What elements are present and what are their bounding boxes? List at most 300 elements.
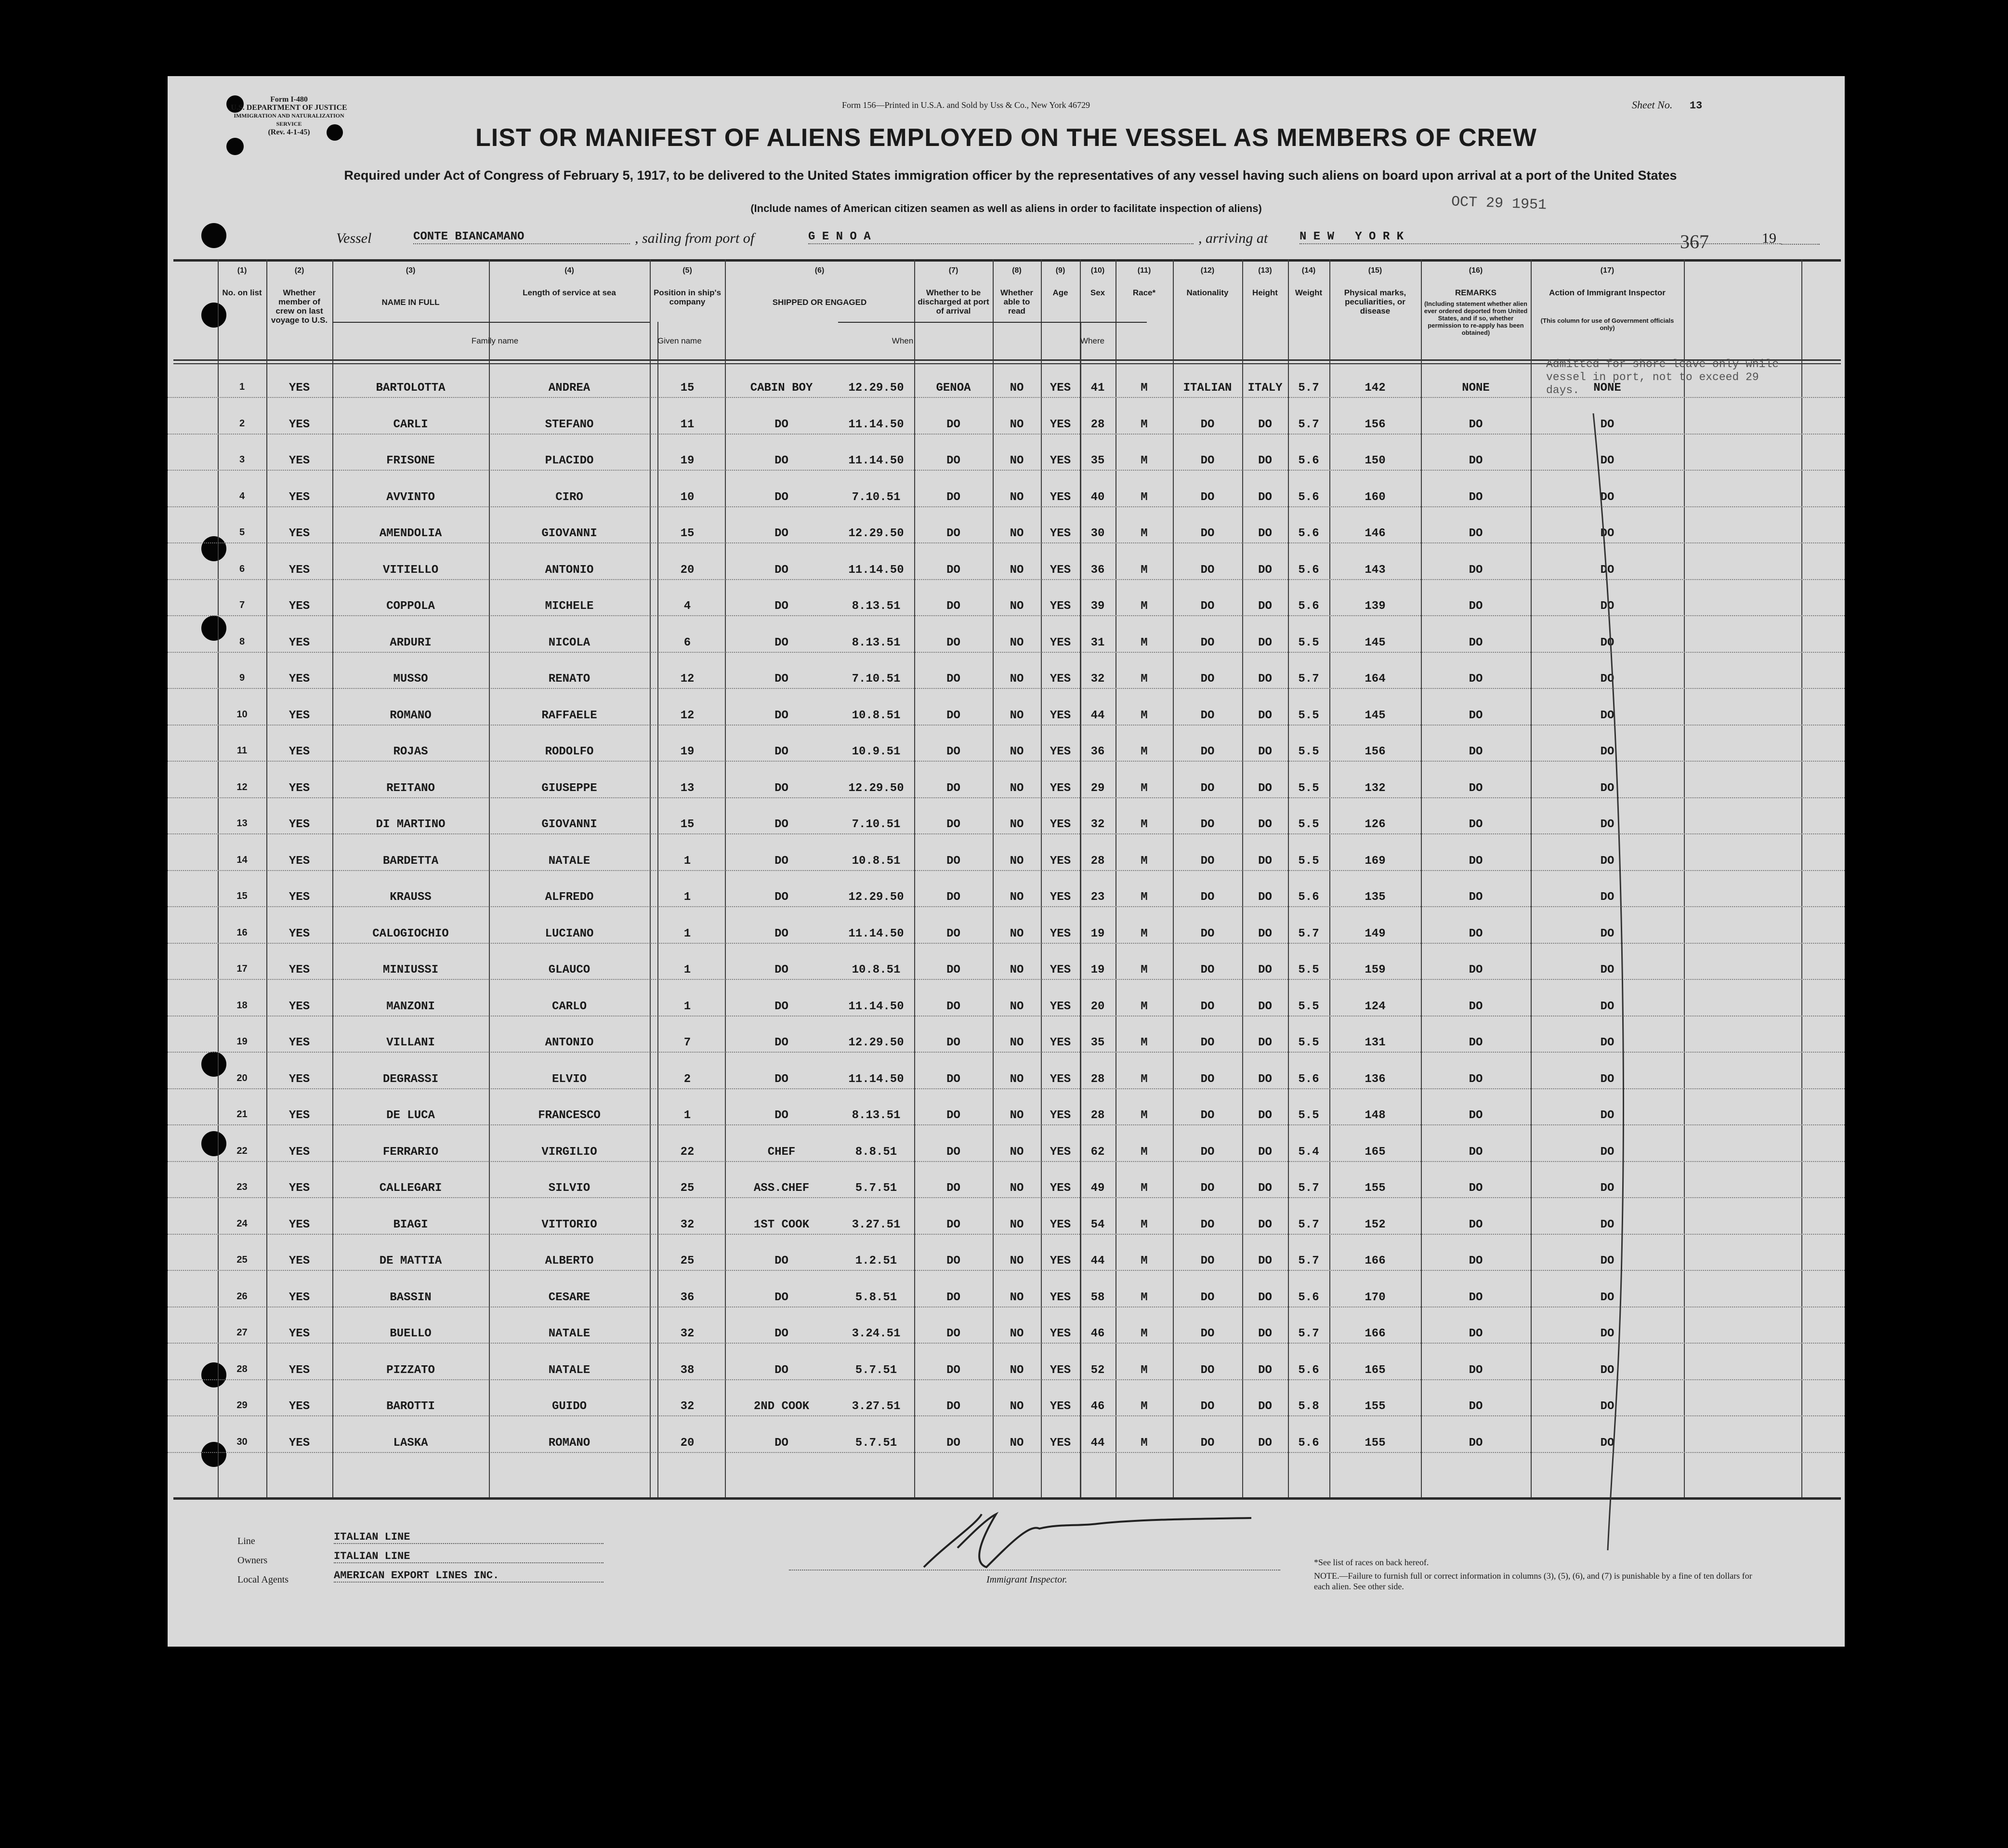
- physical-marks: DO: [1469, 818, 1483, 831]
- arriving-label: , arriving at: [1198, 230, 1268, 246]
- position: DO: [774, 1291, 788, 1304]
- age: 62: [1090, 1145, 1105, 1159]
- shipped-when: 10.8.51: [852, 854, 901, 868]
- row-number: 14: [236, 854, 248, 865]
- form-line: IMMIGRATION AND NATURALIZATION SERVICE: [234, 112, 344, 127]
- shipped-where: DO: [946, 1000, 960, 1013]
- weight: 124: [1365, 1000, 1386, 1013]
- family-name: DE LUCA: [386, 1109, 435, 1122]
- shipped-when: 11.14.50: [848, 563, 904, 577]
- physical-marks: DO: [1469, 1000, 1483, 1013]
- remarks: DO: [1600, 418, 1614, 431]
- position: DO: [774, 490, 788, 504]
- able-to-read: YES: [1050, 673, 1071, 686]
- port-to: N E W Y O R K: [1299, 230, 1781, 244]
- crew-last-voyage: YES: [289, 1400, 310, 1413]
- able-to-read: YES: [1050, 527, 1071, 540]
- discharged: NO: [1010, 1000, 1024, 1013]
- discharged: NO: [1010, 382, 1024, 395]
- nationality: DO: [1258, 1072, 1272, 1086]
- column-number: (16): [1469, 266, 1483, 275]
- weight: 170: [1365, 1291, 1386, 1304]
- age: 35: [1090, 454, 1105, 467]
- received-date-stamp: OCT 29 1951: [1451, 194, 1547, 214]
- race: DO: [1200, 854, 1215, 868]
- shipped-when: 8.13.51: [852, 1109, 901, 1122]
- age: 32: [1090, 673, 1105, 686]
- shipped-where: DO: [946, 1291, 960, 1304]
- physical-marks: DO: [1469, 600, 1483, 613]
- weight: 126: [1365, 818, 1386, 831]
- discharged: NO: [1010, 490, 1024, 504]
- column-header: Position in ship's company: [653, 288, 722, 306]
- height: 5.7: [1298, 382, 1319, 395]
- row-number: 20: [236, 1072, 248, 1083]
- nationality: DO: [1258, 1400, 1272, 1413]
- physical-marks: DO: [1469, 1363, 1483, 1377]
- able-to-read: YES: [1050, 1436, 1071, 1450]
- able-to-read: YES: [1050, 1072, 1071, 1086]
- column-number: (4): [564, 266, 574, 275]
- remarks: DO: [1600, 854, 1614, 868]
- shipped-when: 1.2.51: [855, 1254, 897, 1267]
- weight: 155: [1365, 1436, 1386, 1450]
- age: 44: [1090, 1436, 1105, 1450]
- nationality: DO: [1258, 1291, 1272, 1304]
- race: DO: [1200, 927, 1215, 940]
- discharged: NO: [1010, 854, 1024, 868]
- given-name: CARLO: [551, 1000, 587, 1013]
- shipped-where: DO: [946, 418, 960, 431]
- physical-marks: DO: [1469, 927, 1483, 940]
- able-to-read: YES: [1050, 1145, 1071, 1159]
- given-name: ANDREA: [548, 382, 591, 395]
- crew-last-voyage: YES: [289, 1291, 310, 1304]
- age: 46: [1090, 1327, 1105, 1340]
- row-number: 4: [239, 490, 245, 502]
- remarks: DO: [1600, 1182, 1614, 1195]
- shipped-when: 11.14.50: [848, 927, 904, 940]
- nationality: DO: [1258, 818, 1272, 831]
- weight: 166: [1365, 1327, 1386, 1340]
- position: DO: [774, 600, 788, 613]
- nationality: DO: [1258, 1327, 1272, 1340]
- form-line: (Rev. 4-1-45): [268, 128, 310, 136]
- column-subheader: Given name: [657, 336, 702, 345]
- given-name: GLAUCO: [548, 964, 591, 977]
- physical-marks: DO: [1469, 1072, 1483, 1086]
- race: DO: [1200, 709, 1215, 722]
- age: 49: [1090, 1182, 1105, 1195]
- shipped-when: 11.14.50: [848, 1000, 904, 1013]
- shipped-where: DO: [946, 891, 960, 904]
- height: 5.7: [1298, 673, 1319, 686]
- race: DO: [1200, 1218, 1215, 1231]
- sex: M: [1141, 1218, 1148, 1231]
- age: 30: [1090, 527, 1105, 540]
- discharged: NO: [1010, 1218, 1024, 1231]
- sex: M: [1141, 818, 1148, 831]
- height: 5.5: [1298, 818, 1319, 831]
- column-number: (14): [1301, 266, 1316, 275]
- service-length: 15: [680, 818, 695, 831]
- remarks: DO: [1600, 600, 1614, 613]
- nationality: DO: [1258, 1218, 1272, 1231]
- column-header-note: (This column for use of Government officials only): [1540, 317, 1674, 331]
- able-to-read: YES: [1050, 636, 1071, 649]
- sex: M: [1141, 1036, 1148, 1049]
- able-to-read: YES: [1050, 745, 1071, 758]
- given-name: SILVIO: [548, 1182, 591, 1195]
- table-row: [168, 364, 1845, 400]
- sex: M: [1141, 382, 1148, 395]
- able-to-read: YES: [1050, 781, 1071, 795]
- family-name: ROJAS: [393, 745, 428, 758]
- crew-last-voyage: YES: [289, 1218, 310, 1231]
- position: DO: [774, 1000, 788, 1013]
- family-name: CALLEGARI: [379, 1182, 442, 1195]
- physical-marks: DO: [1469, 964, 1483, 977]
- discharged: NO: [1010, 891, 1024, 904]
- position: 1ST COOK: [753, 1218, 810, 1231]
- sex: M: [1141, 1072, 1148, 1086]
- crew-last-voyage: YES: [289, 1072, 310, 1086]
- family-name: BARTOLOTTA: [376, 382, 446, 395]
- service-length: 1: [683, 854, 691, 868]
- service-length: 15: [680, 382, 695, 395]
- shipped-where: DO: [946, 1218, 960, 1231]
- weight: 135: [1365, 891, 1386, 904]
- manifest-title: LIST OR MANIFEST OF ALIENS EMPLOYED ON THE VESSEL AS MEMBERS OF CREW: [475, 124, 1537, 152]
- nationality: DO: [1258, 1109, 1272, 1122]
- height: 5.6: [1298, 891, 1319, 904]
- height: 5.7: [1298, 1254, 1319, 1267]
- sex: M: [1141, 418, 1148, 431]
- given-name: NICOLA: [548, 636, 591, 649]
- discharged: NO: [1010, 1436, 1024, 1450]
- discharged: NO: [1010, 1072, 1024, 1086]
- family-name: ARDURI: [390, 636, 432, 649]
- age: 44: [1090, 1254, 1105, 1267]
- given-name: NATALE: [548, 854, 591, 868]
- sex: M: [1141, 709, 1148, 722]
- shipped-where: DO: [946, 709, 960, 722]
- service-length: 32: [680, 1327, 695, 1340]
- position: 2ND COOK: [753, 1400, 810, 1413]
- family-name: DI MARTINO: [376, 818, 446, 831]
- weight: 155: [1365, 1182, 1386, 1195]
- row-number: 26: [236, 1291, 248, 1302]
- height: 5.6: [1298, 600, 1319, 613]
- family-name: MUSSO: [393, 673, 428, 686]
- race: DO: [1200, 1072, 1215, 1086]
- able-to-read: YES: [1050, 927, 1071, 940]
- service-length: 12: [680, 709, 695, 722]
- column-header-note: (Including statement whether alien ever ordered deported from United States, and if so, whether permission to re-apply has been obtained): [1424, 300, 1528, 336]
- remarks: DO: [1600, 1036, 1614, 1049]
- position: DO: [774, 745, 788, 758]
- nationality: DO: [1258, 1036, 1272, 1049]
- crew-last-voyage: YES: [289, 1145, 310, 1159]
- shipped-when: 10.8.51: [852, 709, 901, 722]
- height: 5.8: [1298, 1400, 1319, 1413]
- crew-last-voyage: YES: [289, 927, 310, 940]
- height: 5.5: [1298, 854, 1319, 868]
- remarks: DO: [1600, 1000, 1614, 1013]
- service-length: 20: [680, 563, 695, 577]
- crew-last-voyage: YES: [289, 1363, 310, 1377]
- position: DO: [774, 854, 788, 868]
- shipped-when: 11.14.50: [848, 418, 904, 431]
- column-header: REMARKS: [1455, 288, 1496, 297]
- age: 35: [1090, 1036, 1105, 1049]
- service-length: 10: [680, 490, 695, 504]
- position: DO: [774, 891, 788, 904]
- given-name: CIRO: [555, 490, 583, 504]
- service-length: 19: [680, 745, 695, 758]
- shipped-when: 5.7.51: [855, 1436, 897, 1450]
- position: DO: [774, 927, 788, 940]
- position: DO: [774, 1072, 788, 1086]
- given-name: STEFANO: [545, 418, 594, 431]
- age: 54: [1090, 1218, 1105, 1231]
- age: 19: [1090, 927, 1105, 940]
- remarks: DO: [1600, 1400, 1614, 1413]
- weight: 169: [1365, 854, 1386, 868]
- height: 5.7: [1298, 1327, 1319, 1340]
- position: DO: [774, 1254, 788, 1267]
- height: 5.6: [1298, 490, 1319, 504]
- given-name: GIUSEPPE: [541, 781, 597, 795]
- given-name: NATALE: [548, 1363, 591, 1377]
- age: 28: [1090, 1072, 1105, 1086]
- age: 36: [1090, 563, 1105, 577]
- height: 5.6: [1298, 454, 1319, 467]
- shipped-where: DO: [946, 1036, 960, 1049]
- discharged: NO: [1010, 527, 1024, 540]
- vessel-name: CONTE BIANCAMANO: [413, 230, 630, 244]
- weight: 152: [1365, 1218, 1386, 1231]
- column-header: Weight: [1295, 288, 1323, 297]
- race: DO: [1200, 563, 1215, 577]
- shipped-where: DO: [946, 745, 960, 758]
- race: DO: [1200, 527, 1215, 540]
- position: DO: [774, 818, 788, 831]
- service-length: 2: [683, 1072, 691, 1086]
- sheet-number: [1632, 99, 1702, 112]
- remarks-stamp: Admitted for shore leave only while vessel in port, not to exceed 29 days.: [1546, 358, 1779, 396]
- race: DO: [1200, 454, 1215, 467]
- height: 5.6: [1298, 1363, 1319, 1377]
- nationality: DO: [1258, 1254, 1272, 1267]
- physical-marks: DO: [1469, 1254, 1483, 1267]
- shipped-when: 5.7.51: [855, 1363, 897, 1377]
- punch-hole: [201, 223, 226, 248]
- column-number: (6): [814, 266, 825, 275]
- shipped-where: DO: [946, 563, 960, 577]
- punch-hole: [201, 303, 226, 328]
- crew-last-voyage: YES: [289, 1000, 310, 1013]
- remarks: DO: [1600, 1072, 1614, 1086]
- race: DO: [1200, 1291, 1215, 1304]
- column-number: (1): [237, 266, 247, 275]
- family-name: ROMANO: [390, 709, 432, 722]
- column-number: (8): [1012, 266, 1022, 275]
- physical-marks: DO: [1469, 490, 1483, 504]
- page-number: 367: [1680, 231, 1709, 252]
- race: DO: [1200, 1254, 1215, 1267]
- family-name: FRISONE: [386, 454, 435, 467]
- sex: M: [1141, 1436, 1148, 1450]
- physical-marks: DO: [1469, 1182, 1483, 1195]
- column-header: SHIPPED OR ENGAGED: [772, 298, 867, 307]
- shipped-when: 8.13.51: [852, 600, 901, 613]
- able-to-read: YES: [1050, 418, 1071, 431]
- discharged: NO: [1010, 1182, 1024, 1195]
- family-name: LASKA: [393, 1436, 428, 1450]
- remarks: DO: [1600, 1218, 1614, 1231]
- shipped-when: 7.10.51: [852, 673, 901, 686]
- column-number: (17): [1600, 266, 1614, 275]
- physical-marks: DO: [1469, 418, 1483, 431]
- age: 20: [1090, 1000, 1105, 1013]
- family-name: AMENDOLIA: [379, 527, 442, 540]
- sex: M: [1141, 600, 1148, 613]
- sex: M: [1141, 527, 1148, 540]
- service-length: 7: [683, 1036, 691, 1049]
- column-header: No. on list: [222, 288, 262, 297]
- able-to-read: YES: [1050, 854, 1071, 868]
- line-label: Line: [237, 1536, 255, 1546]
- physical-marks: DO: [1469, 709, 1483, 722]
- sex: M: [1141, 454, 1148, 467]
- remarks: DO: [1600, 709, 1614, 722]
- owners-label: Owners: [237, 1555, 268, 1566]
- column-number: (15): [1368, 266, 1382, 275]
- sex: M: [1141, 927, 1148, 940]
- able-to-read: YES: [1050, 1109, 1071, 1122]
- height: 5.4: [1298, 1145, 1319, 1159]
- weight: 145: [1365, 709, 1386, 722]
- row-number: 13: [236, 818, 248, 829]
- discharged: NO: [1010, 818, 1024, 831]
- weight: 156: [1365, 418, 1386, 431]
- age: 52: [1090, 1363, 1105, 1377]
- discharged: NO: [1010, 964, 1024, 977]
- shipped-where: DO: [946, 673, 960, 686]
- column-subheader: When: [892, 336, 914, 345]
- column-header: Whether able to read: [1000, 288, 1033, 316]
- crew-last-voyage: YES: [289, 1036, 310, 1049]
- able-to-read: YES: [1050, 1291, 1071, 1304]
- able-to-read: YES: [1050, 709, 1071, 722]
- crew-last-voyage: YES: [289, 1254, 310, 1267]
- physical-marks: DO: [1469, 1145, 1483, 1159]
- discharged: NO: [1010, 1036, 1024, 1049]
- row-number: 12: [236, 781, 248, 792]
- age: 46: [1090, 1400, 1105, 1413]
- discharged: NO: [1010, 454, 1024, 467]
- service-length: 1: [683, 1000, 691, 1013]
- weight: 132: [1365, 781, 1386, 795]
- crew-last-voyage: YES: [289, 490, 310, 504]
- column-header: Race*: [1132, 288, 1156, 297]
- service-length: 1: [683, 1109, 691, 1122]
- service-length: 6: [683, 636, 691, 649]
- height: 5.7: [1298, 1182, 1319, 1195]
- family-name: VITIELLO: [382, 563, 439, 577]
- race: DO: [1200, 1182, 1215, 1195]
- crew-last-voyage: YES: [289, 636, 310, 649]
- crew-last-voyage: YES: [289, 1109, 310, 1122]
- remarks: NONE: [1593, 382, 1621, 395]
- age: 19: [1090, 964, 1105, 977]
- discharged: NO: [1010, 1109, 1024, 1122]
- sex: M: [1141, 673, 1148, 686]
- physical-marks: DO: [1469, 1291, 1483, 1304]
- race: DO: [1200, 964, 1215, 977]
- service-length: 4: [683, 600, 691, 613]
- year-blank: [1781, 244, 1820, 245]
- family-name: DE MATTIA: [379, 1254, 442, 1267]
- height: 5.6: [1298, 563, 1319, 577]
- age: 39: [1090, 600, 1105, 613]
- crew-last-voyage: YES: [289, 563, 310, 577]
- position: DO: [774, 781, 788, 795]
- given-name: VIRGILIO: [541, 1145, 597, 1159]
- age: 41: [1090, 382, 1105, 395]
- crew-last-voyage: YES: [289, 818, 310, 831]
- position: CABIN BOY: [750, 382, 813, 395]
- given-name: MICHELE: [545, 600, 594, 613]
- sex: M: [1141, 854, 1148, 868]
- shipped-when: 10.8.51: [852, 964, 901, 977]
- crew-last-voyage: YES: [289, 745, 310, 758]
- age: 28: [1090, 854, 1105, 868]
- remarks: DO: [1600, 964, 1614, 977]
- position: ASS.CHEF: [753, 1182, 810, 1195]
- family-name: VILLANI: [386, 1036, 435, 1049]
- age: 28: [1090, 418, 1105, 431]
- weight: 166: [1365, 1254, 1386, 1267]
- sex: M: [1141, 636, 1148, 649]
- remarks: DO: [1600, 673, 1614, 686]
- shipped-when: 11.14.50: [848, 1072, 904, 1086]
- height: 5.5: [1298, 636, 1319, 649]
- height: 5.5: [1298, 709, 1319, 722]
- service-length: 25: [680, 1254, 695, 1267]
- nationality: ITALY: [1247, 382, 1283, 395]
- row-number: 2: [239, 418, 245, 429]
- physical-marks: DO: [1469, 1109, 1483, 1122]
- vessel-line: [336, 230, 1829, 250]
- race: DO: [1200, 1436, 1215, 1450]
- weight: 150: [1365, 454, 1386, 467]
- able-to-read: YES: [1050, 1254, 1071, 1267]
- position: DO: [774, 563, 788, 577]
- height: 5.5: [1298, 745, 1319, 758]
- column-subheader: Family name: [471, 336, 519, 345]
- race: DO: [1200, 1109, 1215, 1122]
- service-length: 1: [683, 927, 691, 940]
- column-number: (5): [682, 266, 692, 275]
- nationality: DO: [1258, 1363, 1272, 1377]
- position: DO: [774, 1327, 788, 1340]
- service-length: 20: [680, 1436, 695, 1450]
- shipped-where: DO: [946, 964, 960, 977]
- shipped-where: DO: [946, 1327, 960, 1340]
- nationality: DO: [1258, 673, 1272, 686]
